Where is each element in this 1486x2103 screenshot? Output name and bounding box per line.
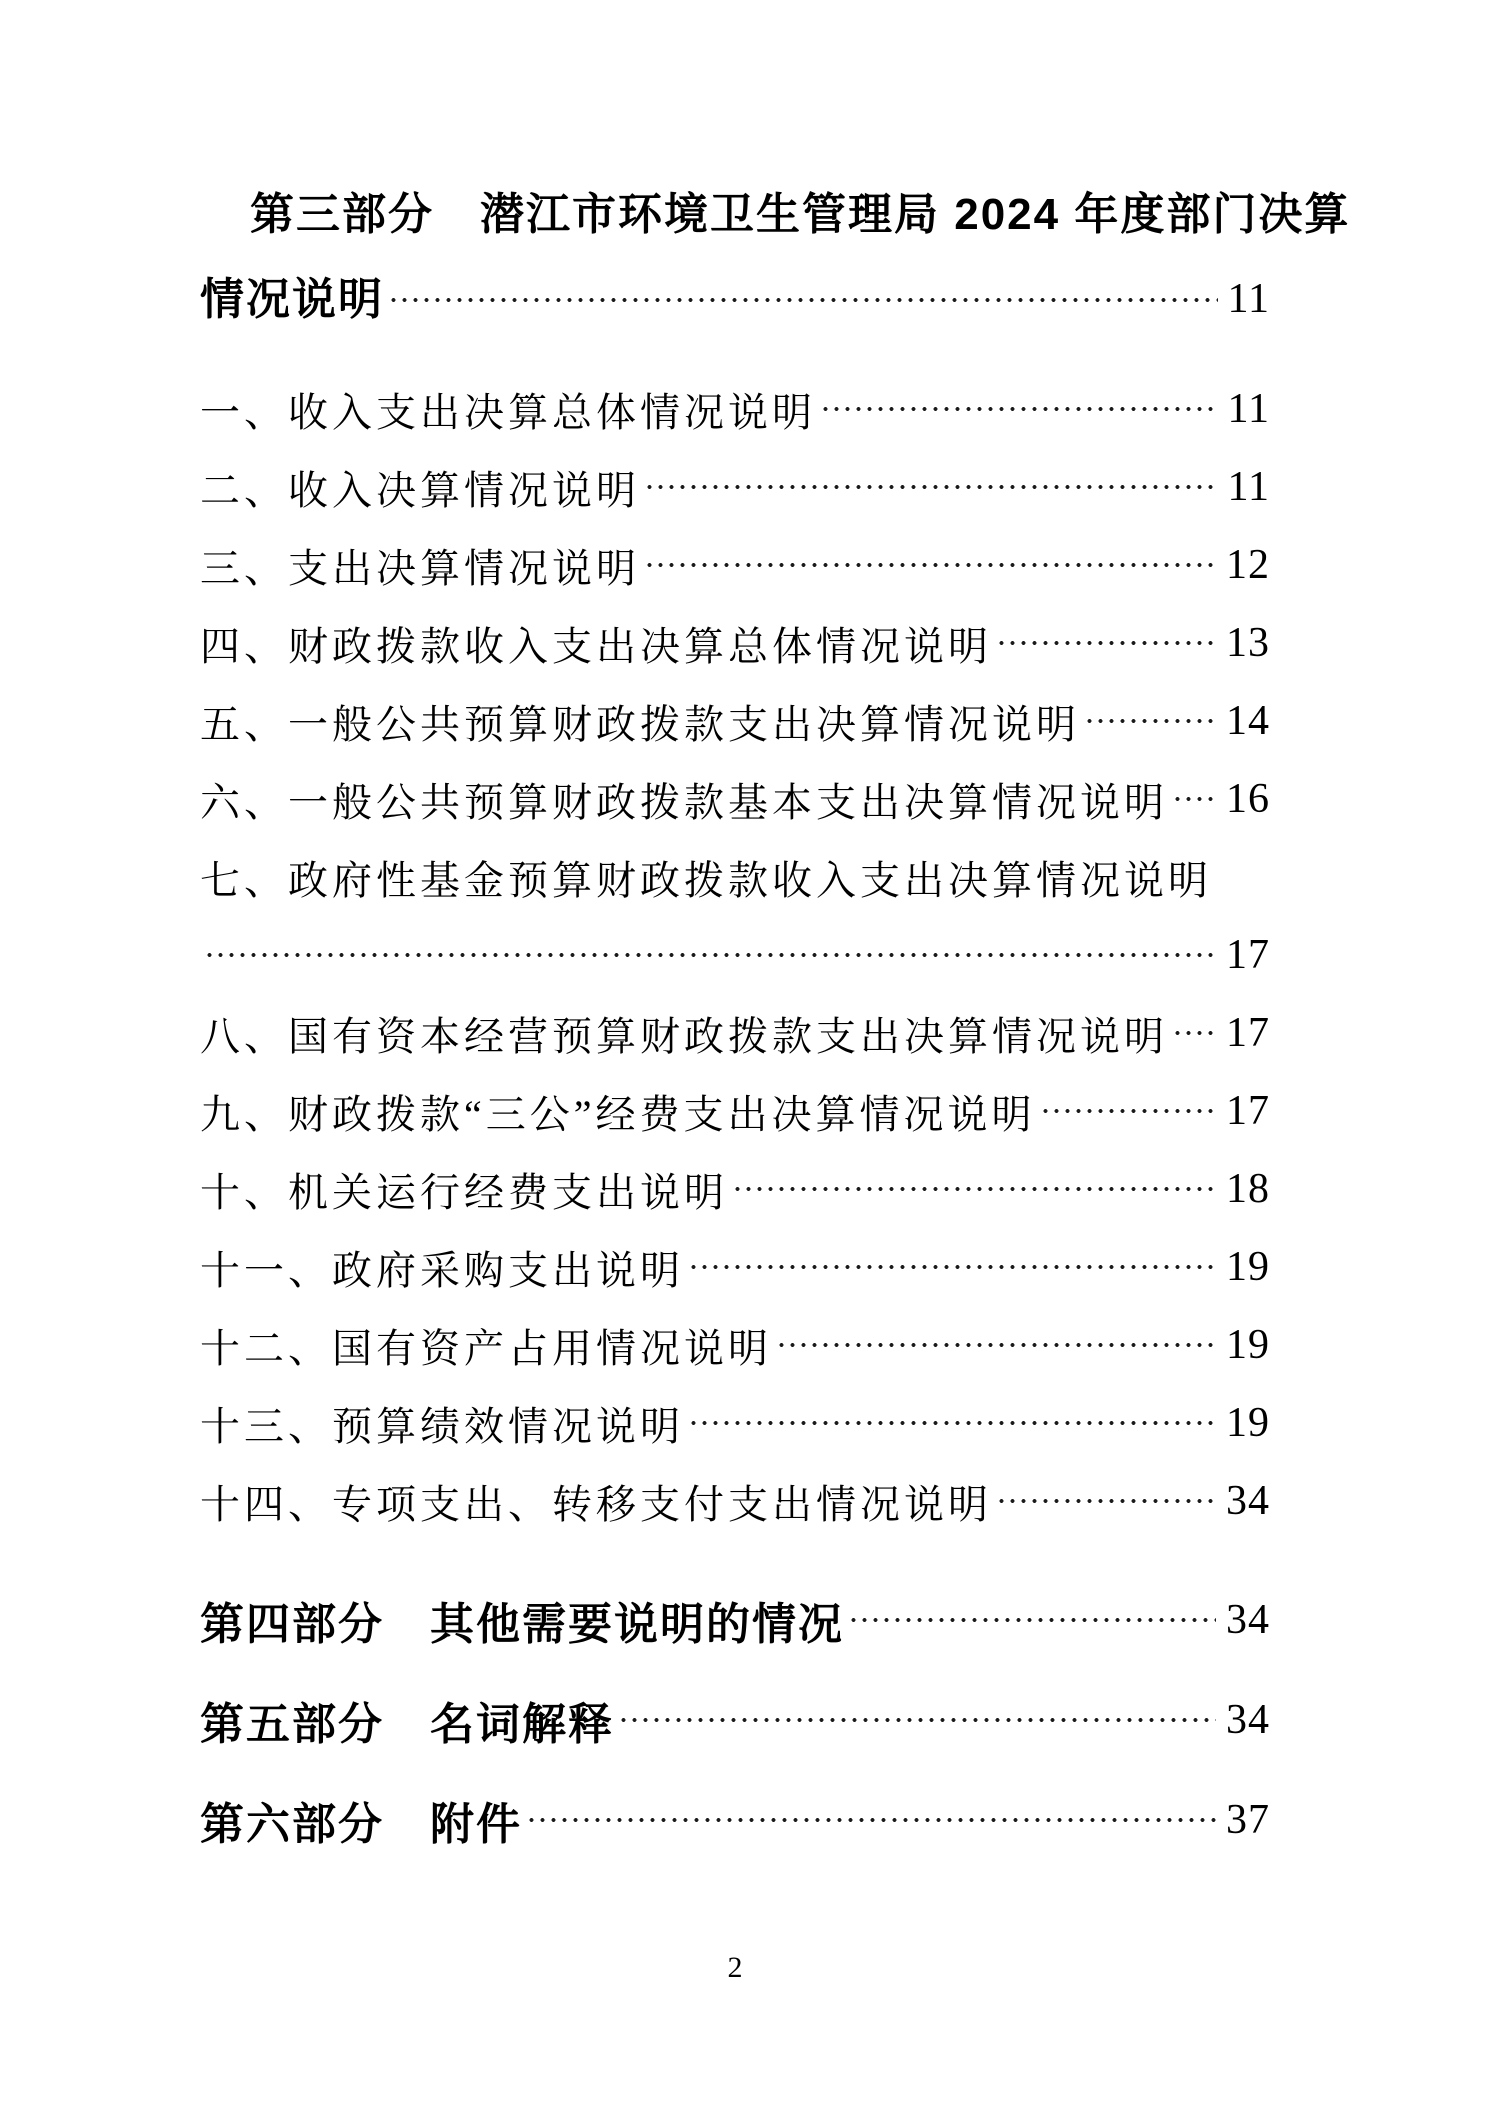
dot-leader xyxy=(994,623,1216,663)
toc-item-row xyxy=(200,994,1270,1072)
toc-item-label: 七、政府性基金预算财政拨款收入支出决算情况说明 xyxy=(200,857,1212,903)
toc-item-page-number: 34 xyxy=(1226,1478,1270,1525)
toc-part3-page-number: 11 xyxy=(1227,276,1270,323)
toc-item-page-number: 17 xyxy=(1226,932,1270,979)
toc-item-row xyxy=(200,1150,1270,1228)
toc-item-row xyxy=(200,1306,1270,1384)
toc-item-row xyxy=(200,448,1270,526)
dot-leader xyxy=(642,545,1216,585)
page-footer-number: 2 xyxy=(727,1951,743,1984)
toc-section-row xyxy=(200,1770,1270,1870)
toc-item-row xyxy=(200,370,1270,448)
toc-item-row xyxy=(200,682,1270,760)
toc-item-label: 五、一般公共预算财政拨款支出决算情况说明 xyxy=(200,701,1080,747)
toc-section-label: 第四部分 其他需要说明的情况 xyxy=(200,1600,844,1650)
toc-item-page-number: 16 xyxy=(1226,776,1270,823)
toc-item-page-number: 19 xyxy=(1226,1322,1270,1369)
dot-leader xyxy=(202,935,1216,975)
toc-item-page-number: 17 xyxy=(1226,1010,1270,1057)
toc-item-list xyxy=(200,370,1270,1540)
toc-part3-continuation-label: 情况说明 xyxy=(200,275,384,325)
toc-item-label: 四、财政拨款收入支出决算总体情况说明 xyxy=(200,623,992,669)
toc-item-label: 二、收入决算情况说明 xyxy=(200,467,640,513)
toc-item-label: 十三、预算绩效情况说明 xyxy=(200,1403,684,1449)
toc-item-page-number: 12 xyxy=(1226,542,1270,589)
dot-leader xyxy=(686,1247,1216,1287)
toc-part3-heading: 第三部分 潜江市环境卫生管理局 2024 年度部门决算 xyxy=(250,190,1351,239)
toc-item-label: 九、财政拨款“三公”经费支出决算情况说明 xyxy=(200,1091,1036,1137)
toc-part3-continuation-row xyxy=(200,271,1270,328)
dot-leader xyxy=(774,1325,1216,1365)
toc-content xyxy=(200,0,1351,1870)
dot-leader xyxy=(730,1169,1216,1209)
toc-section-label: 第六部分 附件 xyxy=(200,1800,522,1850)
toc-item-row xyxy=(200,838,1270,916)
toc-section-page-number: 34 xyxy=(1226,1697,1270,1744)
dot-leader xyxy=(1170,1013,1216,1053)
dot-leader xyxy=(386,280,1218,320)
toc-item-page-number: 11 xyxy=(1227,386,1270,433)
toc-section-page-number: 34 xyxy=(1226,1597,1270,1644)
toc-section-row xyxy=(200,1670,1270,1770)
dot-leader xyxy=(1082,701,1216,741)
toc-item-row xyxy=(200,1384,1270,1462)
toc-section-row xyxy=(200,1570,1270,1670)
toc-item-page-number: 13 xyxy=(1226,620,1270,667)
toc-item-page-number: 17 xyxy=(1226,1088,1270,1135)
dot-leader xyxy=(524,1800,1216,1840)
toc-item-label: 三、支出决算情况说明 xyxy=(200,545,640,591)
dot-leader xyxy=(642,467,1218,507)
toc-item-row xyxy=(200,1462,1270,1540)
toc-section-page-number: 37 xyxy=(1226,1797,1270,1844)
toc-item-row xyxy=(200,1228,1270,1306)
dot-leader xyxy=(846,1600,1216,1640)
toc-item-label: 一、收入支出决算总体情况说明 xyxy=(200,389,816,435)
toc-item-label: 十一、政府采购支出说明 xyxy=(200,1247,684,1293)
toc-item-label: 十四、专项支出、转移支付支出情况说明 xyxy=(200,1481,992,1527)
toc-item-row xyxy=(200,526,1270,604)
dot-leader xyxy=(994,1481,1216,1521)
toc-section-list xyxy=(200,1570,1270,1870)
toc-item-page-number: 11 xyxy=(1227,464,1270,511)
toc-item-label: 十二、国有资产占用情况说明 xyxy=(200,1325,772,1371)
toc-item-page-number: 18 xyxy=(1226,1166,1270,1213)
toc-item-page-number: 14 xyxy=(1226,698,1270,745)
dot-leader xyxy=(1170,779,1216,819)
dot-leader xyxy=(818,389,1218,429)
toc-item-page-number: 19 xyxy=(1226,1244,1270,1291)
toc-item-wrap-row xyxy=(200,916,1270,994)
toc-section-label: 第五部分 名词解释 xyxy=(200,1700,614,1750)
toc-item-page-number: 19 xyxy=(1226,1400,1270,1447)
toc-item-label: 八、国有资本经营预算财政拨款支出决算情况说明 xyxy=(200,1013,1168,1059)
toc-item-label: 十、机关运行经费支出说明 xyxy=(200,1169,728,1215)
toc-item-row xyxy=(200,760,1270,838)
toc-item-row xyxy=(200,604,1270,682)
toc-item-row xyxy=(200,1072,1270,1150)
dot-leader xyxy=(616,1700,1216,1740)
dot-leader xyxy=(1038,1091,1216,1131)
dot-leader xyxy=(686,1403,1216,1443)
toc-item-label: 六、一般公共预算财政拨款基本支出决算情况说明 xyxy=(200,779,1168,825)
